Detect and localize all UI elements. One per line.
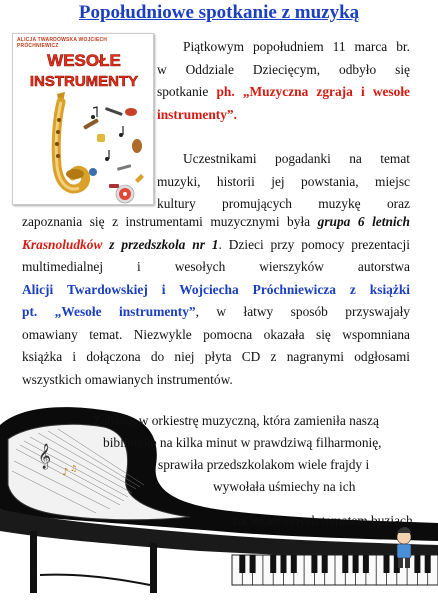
text-line: zapoznania się z instrumentami muzycznymi była grupa 6 letnich (22, 214, 411, 229)
poem-line: wywołała uśmiechy na ich (213, 479, 356, 494)
page-title: Popołudniowe spotkanie z muzyką (78, 2, 360, 23)
piano-black-key (281, 555, 287, 573)
book-cover-image (12, 33, 154, 205)
saxophone-illustration (13, 88, 153, 204)
piano-black-key (239, 555, 245, 573)
text-line: muzyki, historii jej powstania, miejsc (157, 173, 410, 189)
text-line: spotkanie ph. „Muzyczna zgraja i wesołe (157, 84, 410, 99)
treble-clef-icon: 𝄞 (38, 444, 52, 469)
body-paragraph (22, 211, 410, 391)
piano-black-key (353, 555, 359, 573)
group-name: grupa 6 letnich (317, 214, 411, 229)
cover-title-line1: WESOŁE (47, 51, 121, 70)
cover-authors: ALICJA TWARDOWSKA WOJCIECH PRÓCHNIEWICZ (17, 37, 108, 49)
text-line: multimedialnej i wesołych wierszyków autorstwa (22, 259, 410, 274)
text-line: wszystkich omawianych instrumentów. (22, 371, 233, 387)
body-paragraph-start (157, 148, 410, 216)
text-line: Uczestnikami pogadanki na temat (183, 151, 410, 166)
poem-line: sprawiła przedszkolakom wiele frajdy i (158, 457, 370, 472)
group-name-highlight: Krasnoludków (22, 236, 103, 252)
piano-black-key (322, 555, 328, 573)
book-title: pt. „Wesołe instrumenty” (22, 304, 196, 319)
piano-black-key (414, 555, 420, 573)
cd-disc-icon (116, 185, 134, 203)
piano-black-key (425, 555, 431, 573)
piano-black-key (311, 555, 317, 573)
piano-black-key (384, 555, 390, 573)
text-line: w Oddziale Dziecięcym, odbyło się (157, 61, 410, 77)
cover-title-line2: INSTRUMENTY (29, 73, 139, 90)
authors-line: Alicji Twardowskiej i Wojciecha Próchniewicza z książki (22, 281, 410, 297)
music-note-icon (91, 107, 123, 161)
piano-black-key (291, 555, 297, 573)
text-line: omawiany temat. Niezwykle pomocna okazała się wspomniana (22, 326, 410, 342)
poem-line: zaciekawionych tematem buziach. (232, 513, 417, 528)
piano-black-key (270, 555, 276, 573)
poem-line: Zabawa w orkiestrę muzyczną, która zamieniła naszą (93, 413, 379, 428)
cover-title (19, 48, 149, 92)
text-line: pt. „Wesołe instrumenty”, w łatwy sposób przyswajały (22, 304, 411, 319)
svg-text:♫: ♫ (70, 464, 78, 473)
text-line: Piątkowym popołudniem 11 marca br. (183, 39, 410, 54)
poem-line: bibliotekę na kilka minut w prawdziwą filharmonię, (103, 435, 382, 450)
text-line: kultury promujących muzykę oraz (157, 196, 410, 211)
piano-black-key (363, 555, 369, 573)
text-line: książka i dołączona do niej płyta CD z nagranymi odgłosami (22, 349, 410, 364)
text-line: Krasnoludków z przedszkola nr 1. Dzieci przy pomocy prezentacji (22, 236, 410, 252)
event-name: ph. „Muzyczna zgraja i wesołe (216, 84, 410, 99)
music-note-icon: ♪ (62, 467, 69, 478)
intro-paragraph (157, 36, 410, 126)
piano-black-key (250, 555, 256, 573)
piano-black-key (342, 555, 348, 573)
event-name-end: instrumenty”. (157, 106, 237, 122)
